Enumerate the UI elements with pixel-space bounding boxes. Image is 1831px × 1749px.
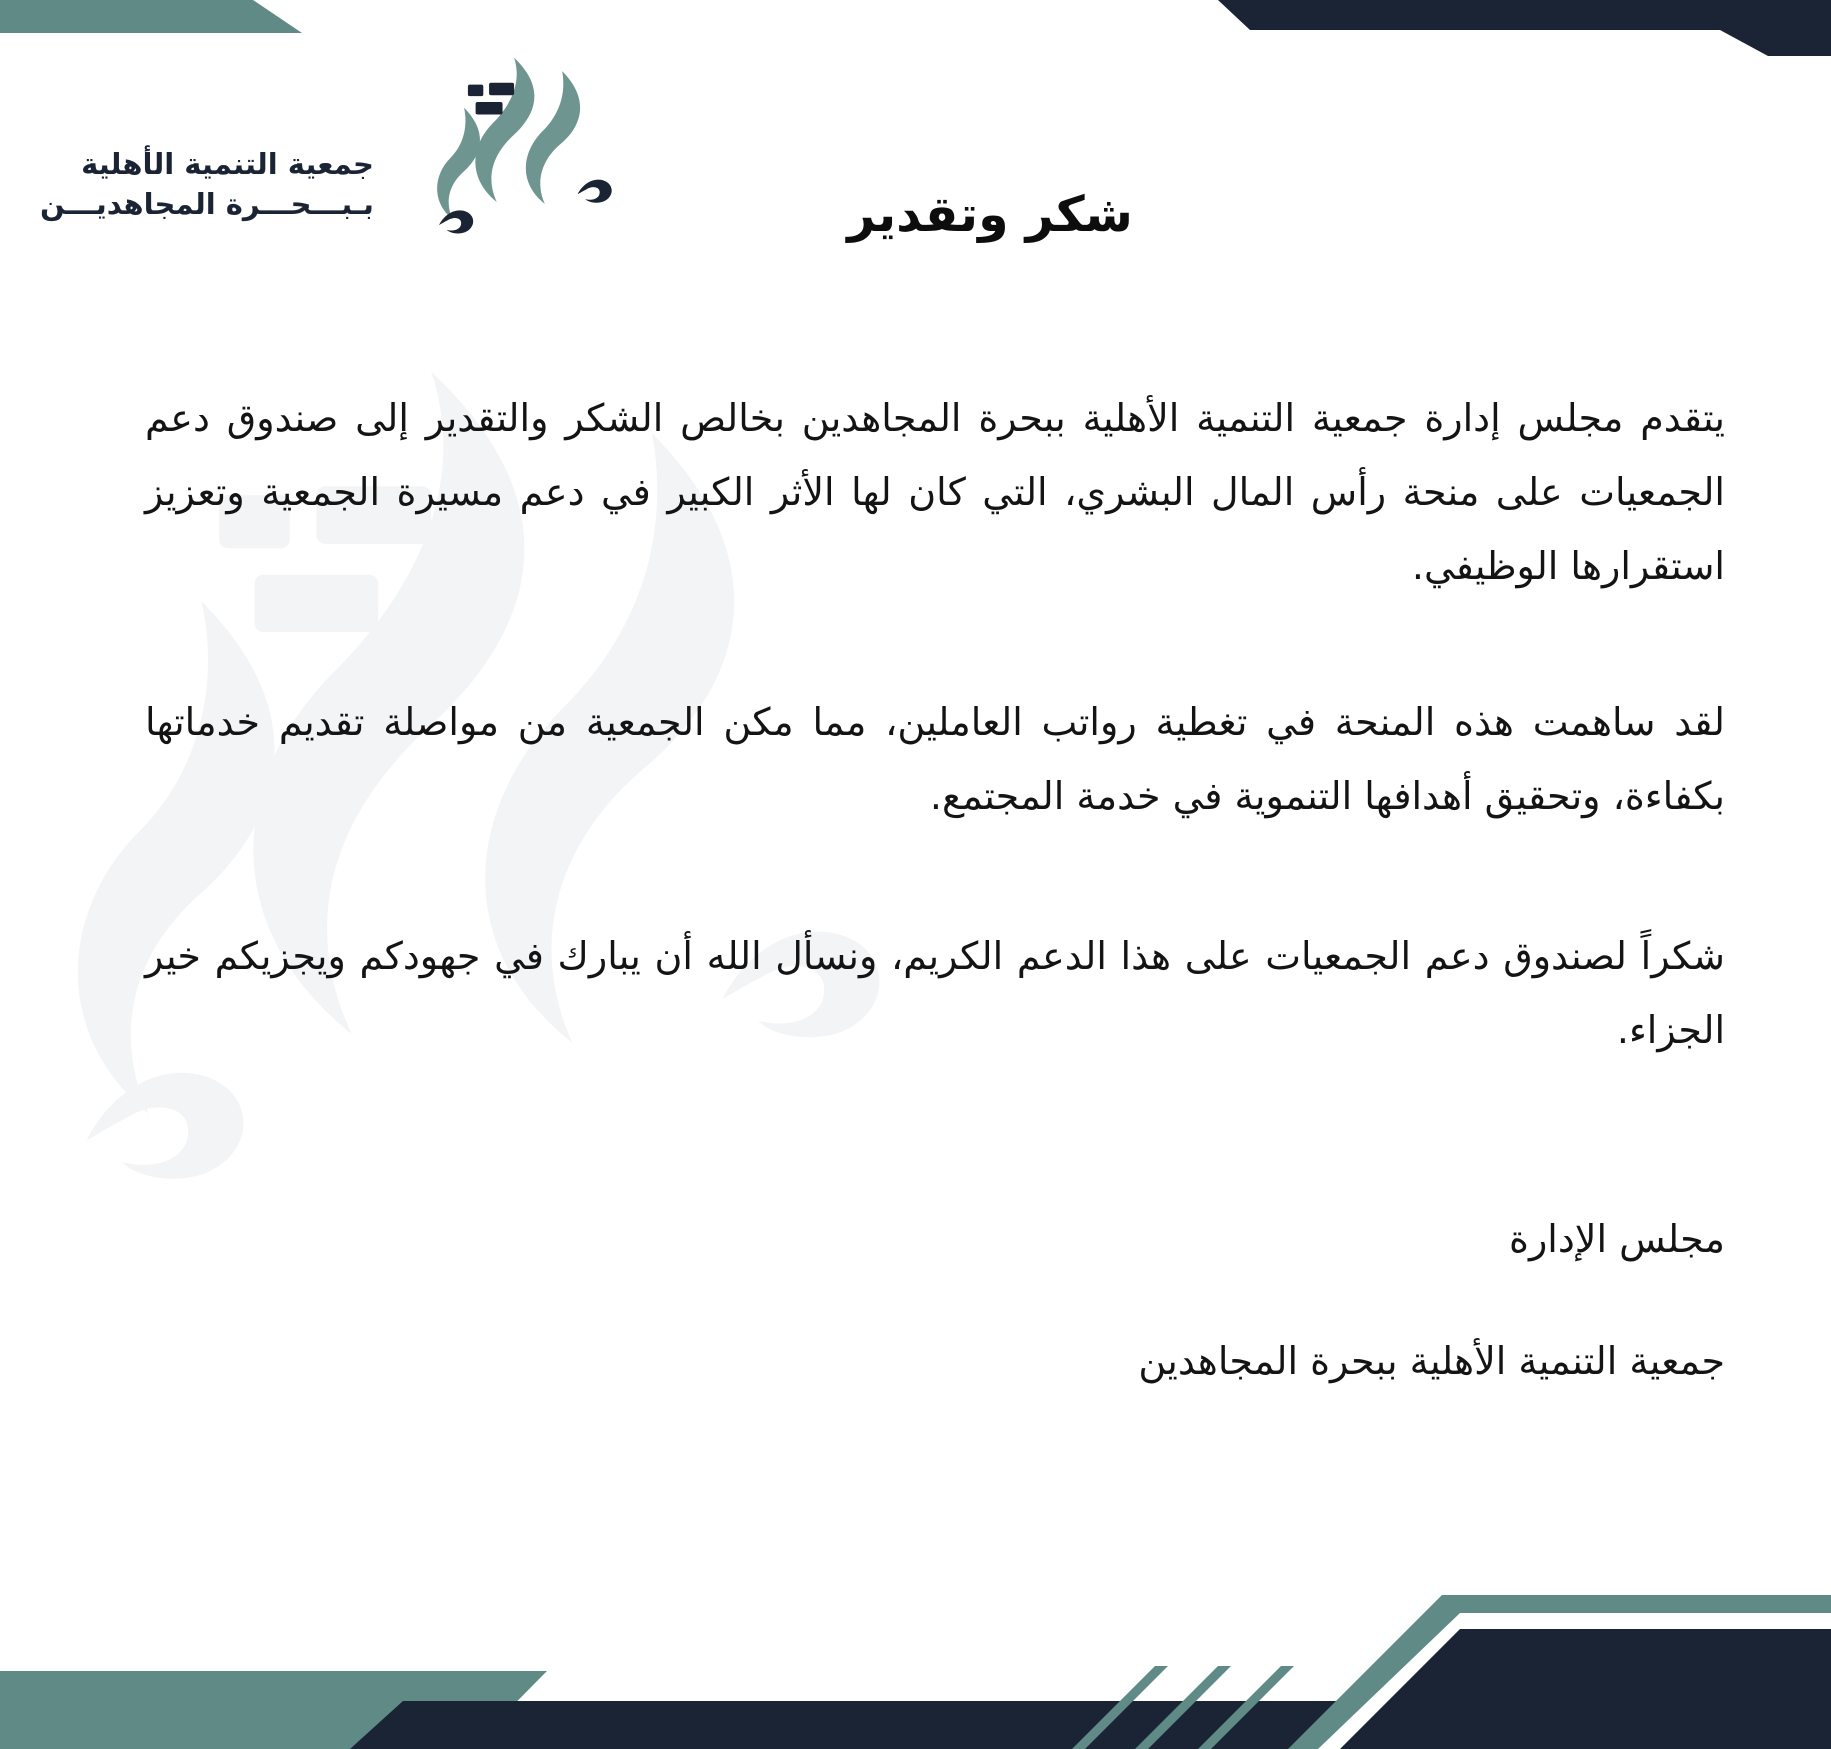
org-name-line1: جمعية التنمية الأهلية: [81, 147, 374, 181]
paragraph-1: يتقدم مجلس إدارة جمعية التنمية الأهلية ببحرة المجاهدين بخالص الشكر والتقدير إلى صندوق دعم الجمعيات على منحة رأس المال البشري، التي كان لها الأثر الكبير في دعم مسيرة الجمعية وتعزيز استقرارها الوظيفي.: [145, 396, 1725, 588]
org-name-line2: بـبـــحـــرة المجاهديـــن: [40, 187, 374, 221]
letter-content: [145, 186, 1725, 1391]
header-logo-block: [40, 50, 632, 252]
paragraph-2: لقد ساهمت هذه المنحة في تغطية رواتب العاملين، مما مكن الجمعية من مواصلة تقديم خدماتها بكفاءة، وتحقيق أهدافها التنموية في خدمة المجتمع.: [145, 700, 1725, 818]
paragraph-3: شكراً لصندوق دعم الجمعيات على هذا الدعم الكريم، ونسأل الله أن يبارك في جهودكم ويجزيكم خير الجزاء.: [145, 934, 1725, 1052]
org-name: [40, 144, 374, 224]
signature-block: [145, 1209, 1725, 1391]
signature-line1: مجلس الإدارة: [1509, 1217, 1725, 1261]
org-logo-icon: [400, 50, 632, 252]
signature-line2: جمعية التنمية الأهلية ببحرة المجاهدين: [1138, 1339, 1725, 1383]
page-title: شكر وتقدير: [847, 186, 1133, 243]
